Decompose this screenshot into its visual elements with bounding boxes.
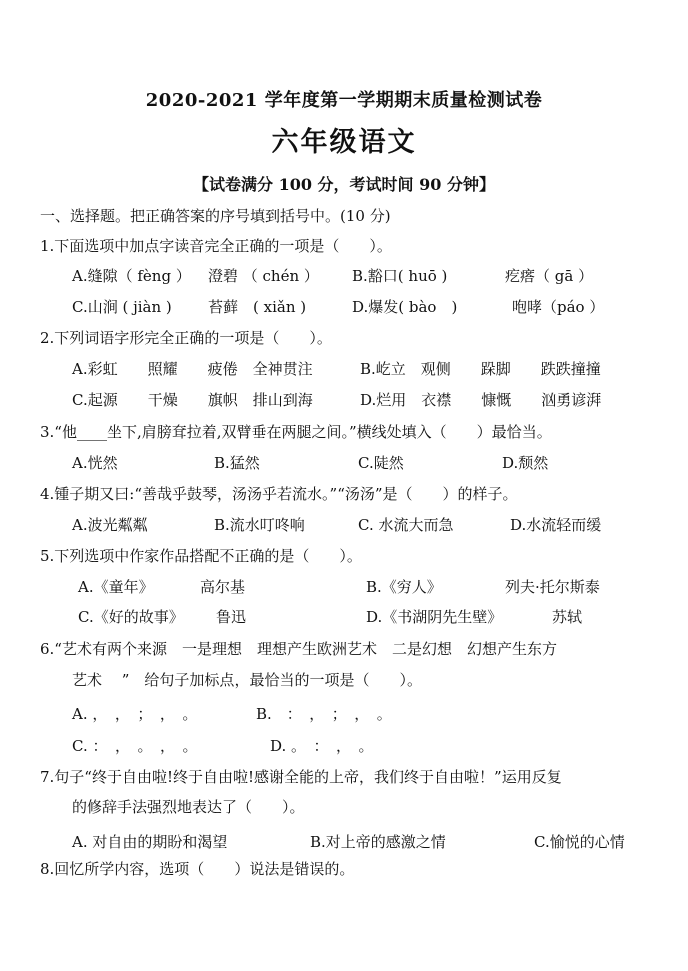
question-8-stem: 8.回忆所学内容，选项（ ）说法是错误的。 bbox=[40, 860, 355, 878]
q1-option-b-2: 疙瘩（ gā ） bbox=[505, 267, 594, 285]
q7-option-c: C.愉悦的心情 bbox=[534, 833, 625, 851]
section-heading: 一、选择题。把正确答案的序号填到括号中。(10 分) bbox=[40, 207, 391, 225]
q1-option-c-2: 苔藓 ( xiǎn ) bbox=[208, 298, 307, 316]
q3-option-b: B.猛然 bbox=[214, 454, 260, 472]
question-5-stem: 5.下列选项中作家作品搭配不正确的是（ ）。 bbox=[40, 547, 362, 565]
q5-option-c-author: 鲁迅 bbox=[216, 608, 247, 626]
q3-option-a: A.恍然 bbox=[72, 454, 118, 472]
q2-option-d: D.烂用 衣襟 慷慨 汹勇谚湃 bbox=[360, 391, 602, 409]
q1-option-c-1: C.山涧 ( jiàn ) bbox=[72, 298, 172, 316]
question-3-stem: 3.“他____坐下,肩膀耷拉着,双臂垂在两腿之间。”横线处填入（ ）最恰当。 bbox=[40, 423, 552, 441]
q7-option-b: B.对上帝的感激之情 bbox=[310, 833, 446, 851]
q2-option-c: C.起源 干燥 旗帜 排山到海 bbox=[72, 391, 313, 409]
q3-option-d: D.颓然 bbox=[502, 454, 549, 472]
q6-option-b: B. ： ， ； ， 。 bbox=[256, 705, 392, 723]
q5-option-b-work: B.《穷人》 bbox=[366, 578, 442, 596]
grade-subject-title: 六年级语文 bbox=[271, 127, 417, 158]
q7-option-a: A. 对自由的期盼和渴望 bbox=[72, 833, 228, 851]
question-2-stem: 2.下列词语字形完全正确的一项是（ ）。 bbox=[40, 329, 332, 347]
exam-title: 2020-2021 学年度第一学期期末质量检测试卷 bbox=[145, 90, 543, 111]
q4-option-c: C. 水流大而急 bbox=[358, 516, 454, 534]
q5-option-a-work: A.《童年》 bbox=[78, 578, 154, 596]
question-4-stem: 4.锺子期又曰:“善哉乎鼓琴，汤汤乎若流水。”“汤汤”是（ ）的样子。 bbox=[40, 485, 518, 503]
q1-option-a-1: A.缝隙（ fèng ） bbox=[72, 267, 191, 285]
q5-option-b-author: 列夫·托尔斯泰 bbox=[505, 578, 600, 596]
q5-option-d-work: D.《书湖阴先生壁》 bbox=[366, 608, 503, 626]
q5-option-d-author: 苏轼 bbox=[552, 608, 583, 626]
score-info: 【试卷满分 100 分，考试时间 90 分钟】 bbox=[193, 175, 495, 194]
q1-option-b-1: B.豁口( huō ) bbox=[352, 267, 448, 285]
q5-option-a-author: 高尔基 bbox=[200, 578, 246, 596]
q1-option-d-1: D.爆发( bào ) bbox=[352, 298, 458, 316]
q3-option-c: C.陡然 bbox=[358, 454, 404, 472]
q1-option-d-2: 咆哮（páo ） bbox=[512, 298, 605, 316]
question-7-stem-cont: 的修辞手法强烈地表达了（ ）。 bbox=[72, 798, 305, 816]
question-6-stem: 6.“艺术有两个来源 一是理想 理想产生欧洲艺术 二是幻想 幻想产生东方 bbox=[40, 640, 557, 658]
q2-option-a: A.彩虹 照耀 疲倦 全神贯注 bbox=[72, 360, 313, 378]
q4-option-a: A.波光粼粼 bbox=[72, 516, 148, 534]
q1-option-a-2: 澄碧 （ chén ） bbox=[208, 267, 319, 285]
q2-option-b: B.屹立 观侧 跺脚 跌跌撞撞 bbox=[360, 360, 601, 378]
q4-option-b: B.流水叮咚响 bbox=[214, 516, 305, 534]
q6-option-c: C. ： ， 。 ， 。 bbox=[72, 737, 198, 755]
q6-option-d: D. 。 ： ， 。 bbox=[270, 737, 374, 755]
question-1-stem: 1.下面选项中加点字读音完全正确的一项是（ ）。 bbox=[40, 237, 392, 255]
q6-option-a: A. ， ， ； ， 。 bbox=[72, 705, 198, 723]
q5-option-c-work: C.《好的故事》 bbox=[78, 608, 184, 626]
question-7-stem: 7.句子“终于自由啦!终于自由啦!感谢全能的上帝，我们终于自由啦！”运用反复 bbox=[40, 768, 562, 786]
q4-option-d: D.水流轻而缓 bbox=[510, 516, 602, 534]
question-6-stem-cont: 艺术 ” 给句子加标点，最恰当的一项是（ ）。 bbox=[72, 671, 422, 689]
